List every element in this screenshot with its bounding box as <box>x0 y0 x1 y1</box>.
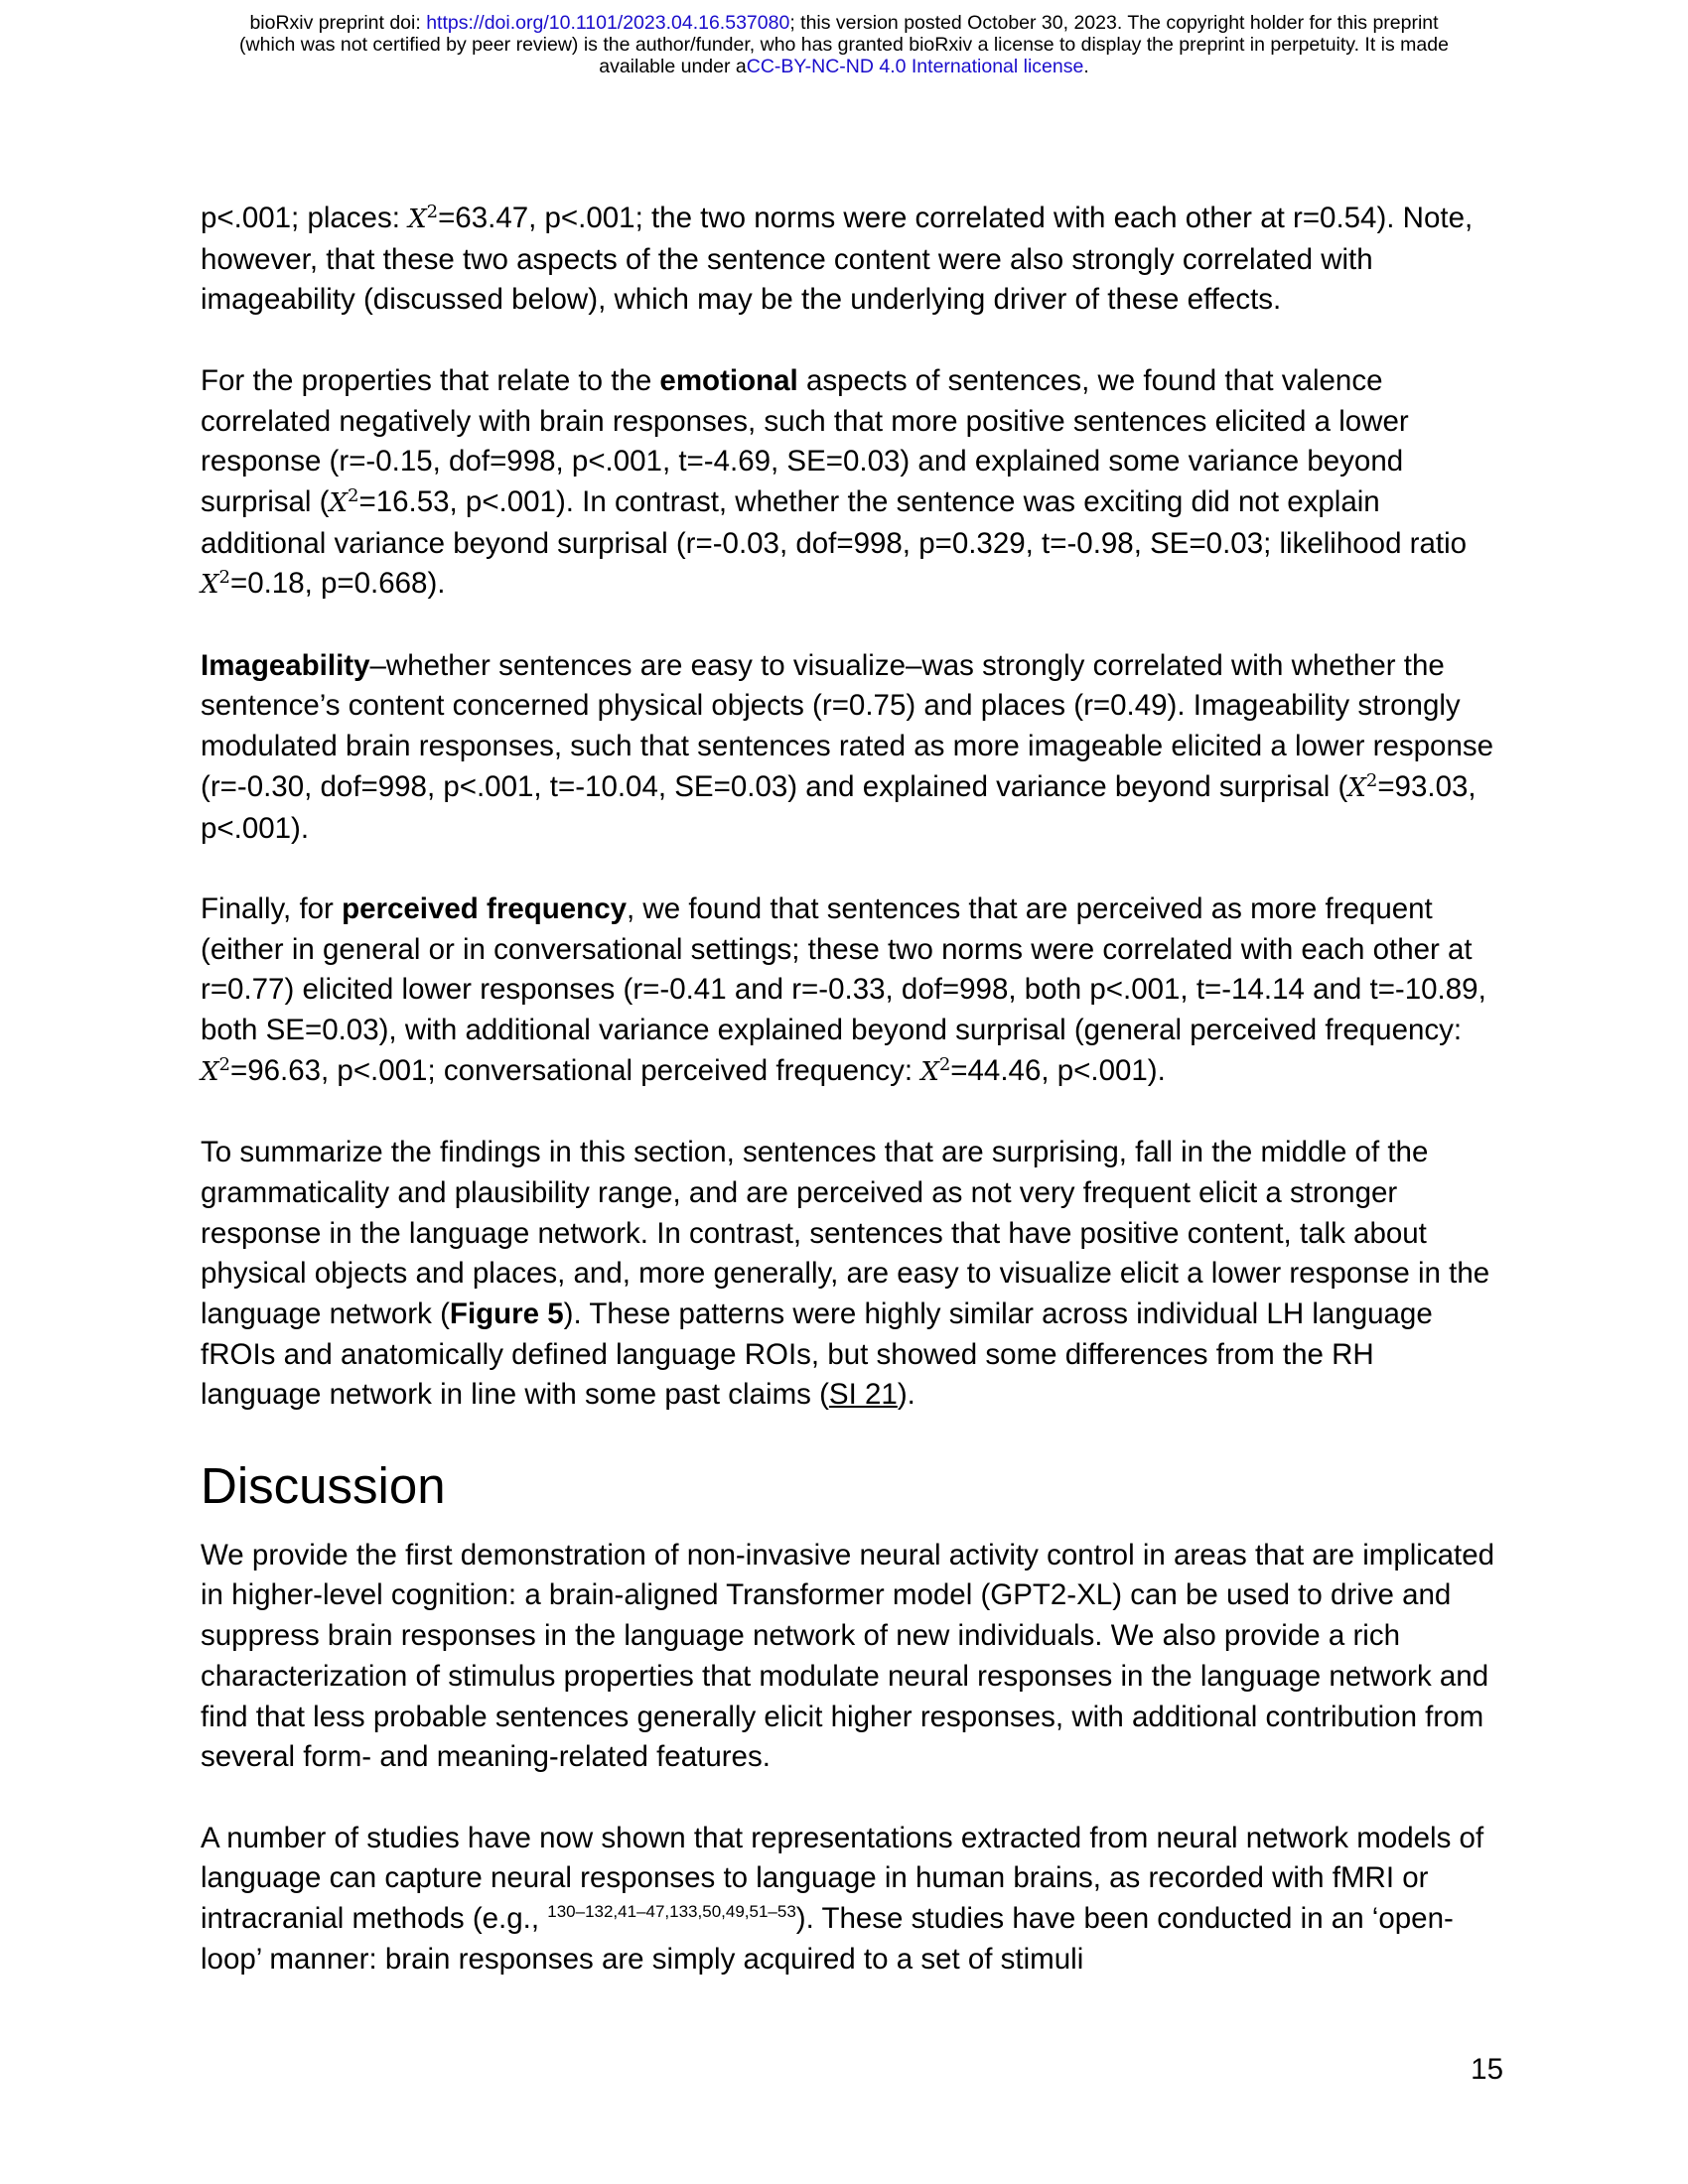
paragraph-summary <box>201 1133 1501 1416</box>
chi-letter: X <box>329 487 349 518</box>
text-run: =96.63, p<.001; conversational perceived frequency: <box>229 1053 921 1087</box>
text-run: =93.03, p<.001). <box>201 769 1477 845</box>
bold-term-perceived-frequency: perceived frequency <box>342 891 628 925</box>
text-run: =44.46, p<.001). <box>950 1053 1166 1087</box>
citation-superscript: 130–132,41–47,133,50,49,51–53 <box>547 1902 796 1922</box>
text-run: , we found that sentences that are perceived as more frequent (either in general or in conversational settings; these two norms were correlated with each other at r=0.77) elicited lower responses (r=-0.41 and r=-0.33, dof=998, both p<.001, t=-14.14 and t=-10.89, both SE=0.03), with additional variance explained beyond surprisal (general perceived frequency: <box>201 891 1486 1047</box>
bold-term-imageability: Imageability <box>201 648 370 682</box>
text-run: For the properties that relate to the <box>201 363 660 397</box>
header-license-prefix: available under a <box>599 56 747 77</box>
text-run: Finally, for <box>201 891 343 925</box>
chi-square-symbol <box>329 484 359 518</box>
chi-letter: X <box>201 1056 219 1087</box>
header-posted-text: ; this version posted October 30, 2023. The copyright holder for this preprint <box>789 12 1439 34</box>
chi-letter: X <box>408 205 427 234</box>
paragraph-places-norms <box>201 199 1501 321</box>
chi-square-symbol <box>201 1053 230 1087</box>
header-line-2: (which was not certified by peer review) is the author/funder, who has granted bioRxiv a license to display the preprint in perpetuity. It is made <box>239 34 1449 56</box>
text-run: p<.001; places: <box>201 202 409 234</box>
chi-exponent: 2 <box>938 1053 951 1075</box>
chi-square-symbol <box>408 202 439 234</box>
text-run: aspects of sentences, we found that valence correlated negatively with brain responses, such that more positive sentences elicited a lower response (r=-0.15, dof=998, p<.001, t=-4.69, SE=0.03) and explained some variance beyond surprisal ( <box>201 363 1409 518</box>
text-run: ). These patterns were highly similar across individual LH language fROIs and anatomically defined language ROIs, but showed some differences from the RH language network in line with some past claims ( <box>201 1297 1433 1412</box>
paragraph-imageability <box>201 646 1501 850</box>
header-doi-prefix: bioRxiv preprint doi: <box>249 12 427 34</box>
chi-letter: X <box>201 570 219 601</box>
header-line-1 <box>0 12 1688 34</box>
chi-exponent: 2 <box>218 1053 230 1075</box>
text-run: =16.53, p<.001). In contrast, whether the sentence was exciting did not explain additional variance beyond surprisal (r=-0.03, dof=998, p=0.329, t=-0.98, SE=0.03; likelihood ratio <box>201 484 1468 560</box>
chi-exponent: 2 <box>426 202 439 222</box>
si-link[interactable]: SI 21 <box>828 1378 898 1412</box>
chi-square-symbol <box>201 567 230 601</box>
chi-square-symbol <box>920 1053 951 1087</box>
chi-exponent: 2 <box>218 567 230 589</box>
bold-term-emotional: emotional <box>659 363 798 397</box>
doi-link[interactable]: https://doi.org/10.1101/2023.04.16.537080 <box>426 12 790 34</box>
chi-letter: X <box>920 1056 939 1087</box>
text-run: =0.18, p=0.668). <box>229 567 446 601</box>
section-heading-discussion: Discussion <box>201 1456 446 1514</box>
figure-reference: Figure 5 <box>449 1297 564 1330</box>
page-number: 15 <box>1471 2053 1503 2086</box>
paragraph-perceived-frequency <box>201 889 1501 1093</box>
text-run: A number of studies have now shown that representations extracted from neural network models of language can capture neural responses to language in human brains, as recorded with fMRI or intracranial methods (e.g., <box>201 1821 1484 1936</box>
text-run: –whether sentences are easy to visualize–was strongly correlated with whether the sentence’s content concerned physical objects (r=0.75) and places (r=0.49). Imageability strongly modulated brain responses, such that sentences rated as more imageable elicited a lower response (r=-0.30, dof=998, p<.001, t=-10.04, SE=0.03) and explained variance beyond surprisal ( <box>201 648 1494 803</box>
license-link[interactable]: CC-BY-NC-ND 4.0 International license <box>746 56 1084 77</box>
preprint-header <box>0 12 1688 77</box>
header-license-suffix: . <box>1083 56 1089 77</box>
paragraph-discussion-prior-work <box>201 1819 1501 1980</box>
text-run: To summarize the findings in this section, sentences that are surprising, fall in the middle of the grammaticality and plausibility range, and are perceived as not very frequent elicit a stronger response in the language network. In contrast, sentences that have positive content, talk about physical objects and places, and, more generally, are easy to visualize elicit a lower response in the language network ( <box>201 1136 1490 1330</box>
header-line-3 <box>0 56 1688 77</box>
paragraph-emotional <box>201 361 1501 606</box>
text-run: =63.47, p<.001; the two norms were correlated with each other at r=0.54). Note, however, that these two aspects of the sentence content were also strongly correlated with imageability (discussed below), which may be the underlying driver of these effects. <box>201 202 1474 317</box>
chi-exponent: 2 <box>1365 769 1378 791</box>
text-run: ). <box>897 1378 915 1412</box>
page-body <box>201 199 1501 2020</box>
text-run: ). These studies have been conducted in an ‘open-loop’ manner: brain responses are simply acquired to a set of stimuli <box>201 1902 1454 1976</box>
chi-exponent: 2 <box>348 484 359 506</box>
chi-letter: X <box>1347 772 1366 803</box>
paragraph-discussion-intro: We provide the first demonstration of non-invasive neural activity control in areas that are implicated in higher-level cognition: a brain-aligned Transformer model (GPT2-XL) can be used to drive and suppress brain responses in the language network of new individuals. We also provide a rich characterization of stimulus properties that modulate neural responses in the language network and find that less probable sentences generally elicit higher responses, with additional contribution from several form- and meaning-related features. <box>201 1538 1495 1774</box>
chi-square-symbol <box>1347 769 1378 803</box>
